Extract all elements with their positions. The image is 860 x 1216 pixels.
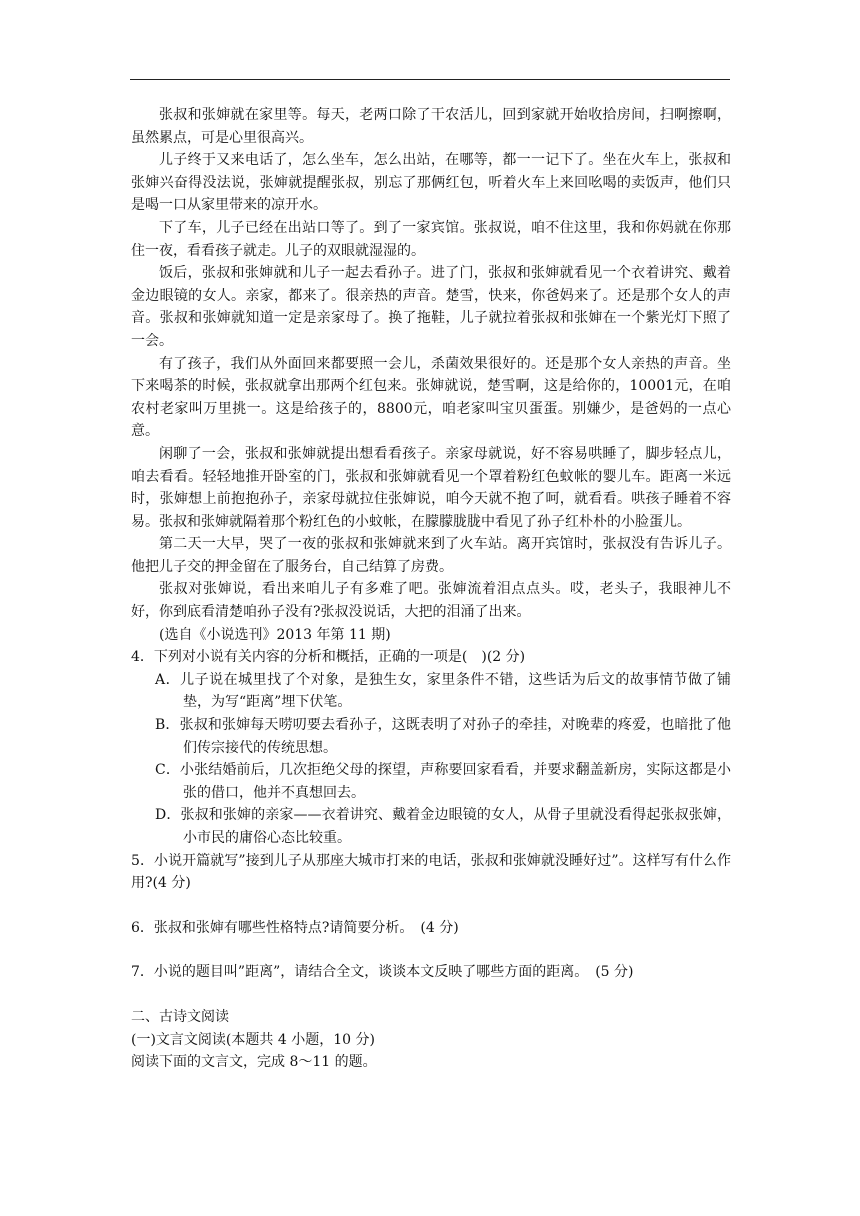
- story-paragraph-3: 下了车，儿子已经在出站口等了。到了一家宾馆。张叔说，咱不住这里，我和你妈就在你那住一夜，看看孩子就走。儿子的双眼就湿湿的。: [131, 219, 731, 259]
- story-paragraph-8: 张叔对张婶说，看出来咱儿子有多难了吧。张婶流着泪点点头。哎，老头子，我眼神儿不好，你到底看清楚咱孙子没有?张叔没说话，大把的泪涌了出来。: [131, 581, 731, 621]
- story-paragraph-2: 儿子终于又来电话了，怎么坐车，怎么出站，在哪等，都一一记下了。坐在火车上，张叔和张婶兴奋得没法说，张婶就提醒张叔，别忘了那俩红包，听着火车上来回吆喝的卖饭声，他们只是喝一口从家里带来的凉开水。: [131, 152, 731, 214]
- story-paragraph-1: 张叔和张婶就在家里等。每天，老两口除了干农活儿，回到家就开始收拾房间，扫啊擦啊，虽然累点，可是心里很高兴。: [131, 107, 731, 146]
- story-paragraph-6: 闲聊了一会，张叔和张婶就提出想看看孩子。亲家母就说，好不容易哄睡了，脚步轻点儿，咱去看看。轻轻地推开卧室的门，张叔和张婶就看见一个罩着粉红色蚊帐的婴儿车。距离一米远时，张婶想上前抱抱孙子，亲家母就拉住张婶说，咱今天就不抱了呵，就看看。哄孩子睡着不容易。张叔和张婶就隔着那个粉红色的小蚊帐，在朦朦胧胧中看见了孙子红朴朴的小脸蛋儿。: [131, 445, 731, 530]
- story-paragraph-5: 有了孩子，我们从外面回来都要照一会儿，杀菌效果很好的。还是那个女人亲热的声音。坐下来喝茶的时候，张叔就拿出那两个红包来。张婶就说，楚雪啊，这是给你的，10001元，在咱农村老家叫万里挑一。这是给孩子的，8800元，咱老家叫宝贝蛋蛋。别嫌少，是爸妈的一点心意。: [131, 355, 731, 440]
- question-7: 7．小说的题目叫”距离”，请结合全文，谈谈本文反映了哪些方面的距离。 (5 分): [131, 964, 634, 981]
- answer-space-6: [131, 939, 731, 961]
- answer-space-5: [131, 895, 731, 917]
- question-6: 6．张叔和张婶有哪些性格特点?请简要分析。 (4 分): [131, 919, 459, 936]
- section-heading: 二、古诗文阅读: [131, 1008, 229, 1025]
- question-4-option-c: C．小张结婚前后，几次拒绝父母的探望，声称要回家看看，并要求翻盖新房，实际这都是小张的借口，他并不真想回去。: [155, 762, 731, 801]
- section-instruction: 阅读下面的文言文，完成 8～11 的题。: [131, 1054, 377, 1071]
- question-4-stem: 4．下列对小说有关内容的分析和概括，正确的一项是( )(2 分): [131, 649, 526, 666]
- document-body: [131, 104, 731, 1074]
- section-subheading: (一)文言文阅读(本题共 4 小题，10 分): [131, 1031, 375, 1048]
- source-citation: (选自《小说选刊》2013 年第 11 期): [159, 626, 391, 643]
- question-4-option-b: B．张叔和张婶每天唠叨要去看孙子，这既表明了对孙子的牵挂，对晚辈的疼爱，也暗批了他们传宗接代的传统思想。: [155, 717, 731, 756]
- story-paragraph-7: 第二天一大早，哭了一夜的张叔和张婶就来到了火车站。离开宾馆时，张叔没有告诉儿子。他把儿子交的押金留在了服务台，自己结算了房费。: [131, 536, 731, 575]
- question-4-option-d: D．张叔和张婶的亲家——衣着讲究、戴着金边眼镜的女人，从骨子里就没看得起张叔张婶，小市民的庸俗心态比较重。: [155, 807, 731, 846]
- header-rule: [130, 79, 730, 80]
- answer-space-7: [131, 984, 731, 1006]
- question-5: 5．小说开篇就写”接到儿子从那座大城市打来的电话，张叔和张婶就没睡好过”。这样写有什么作用?(4 分): [131, 852, 731, 892]
- story-paragraph-4: 饭后，张叔和张婶就和儿子一起去看孙子。进了门，张叔和张婶就看见一个衣着讲究、戴着金边眼镜的女人。亲家，都来了。很亲热的声音。楚雪，快来，你爸妈来了。还是那个女人的声音。张叔和张婶就知道一定是亲家母了。换了拖鞋，儿子就拉着张叔和张婶在一个紫光灯下照了一会。: [131, 265, 731, 349]
- question-4-option-a: A．儿子说在城里找了个对象，是独生女，家里条件不错，这些话为后文的故事情节做了铺垫，为写“距离”埋下伏笔。: [155, 671, 731, 711]
